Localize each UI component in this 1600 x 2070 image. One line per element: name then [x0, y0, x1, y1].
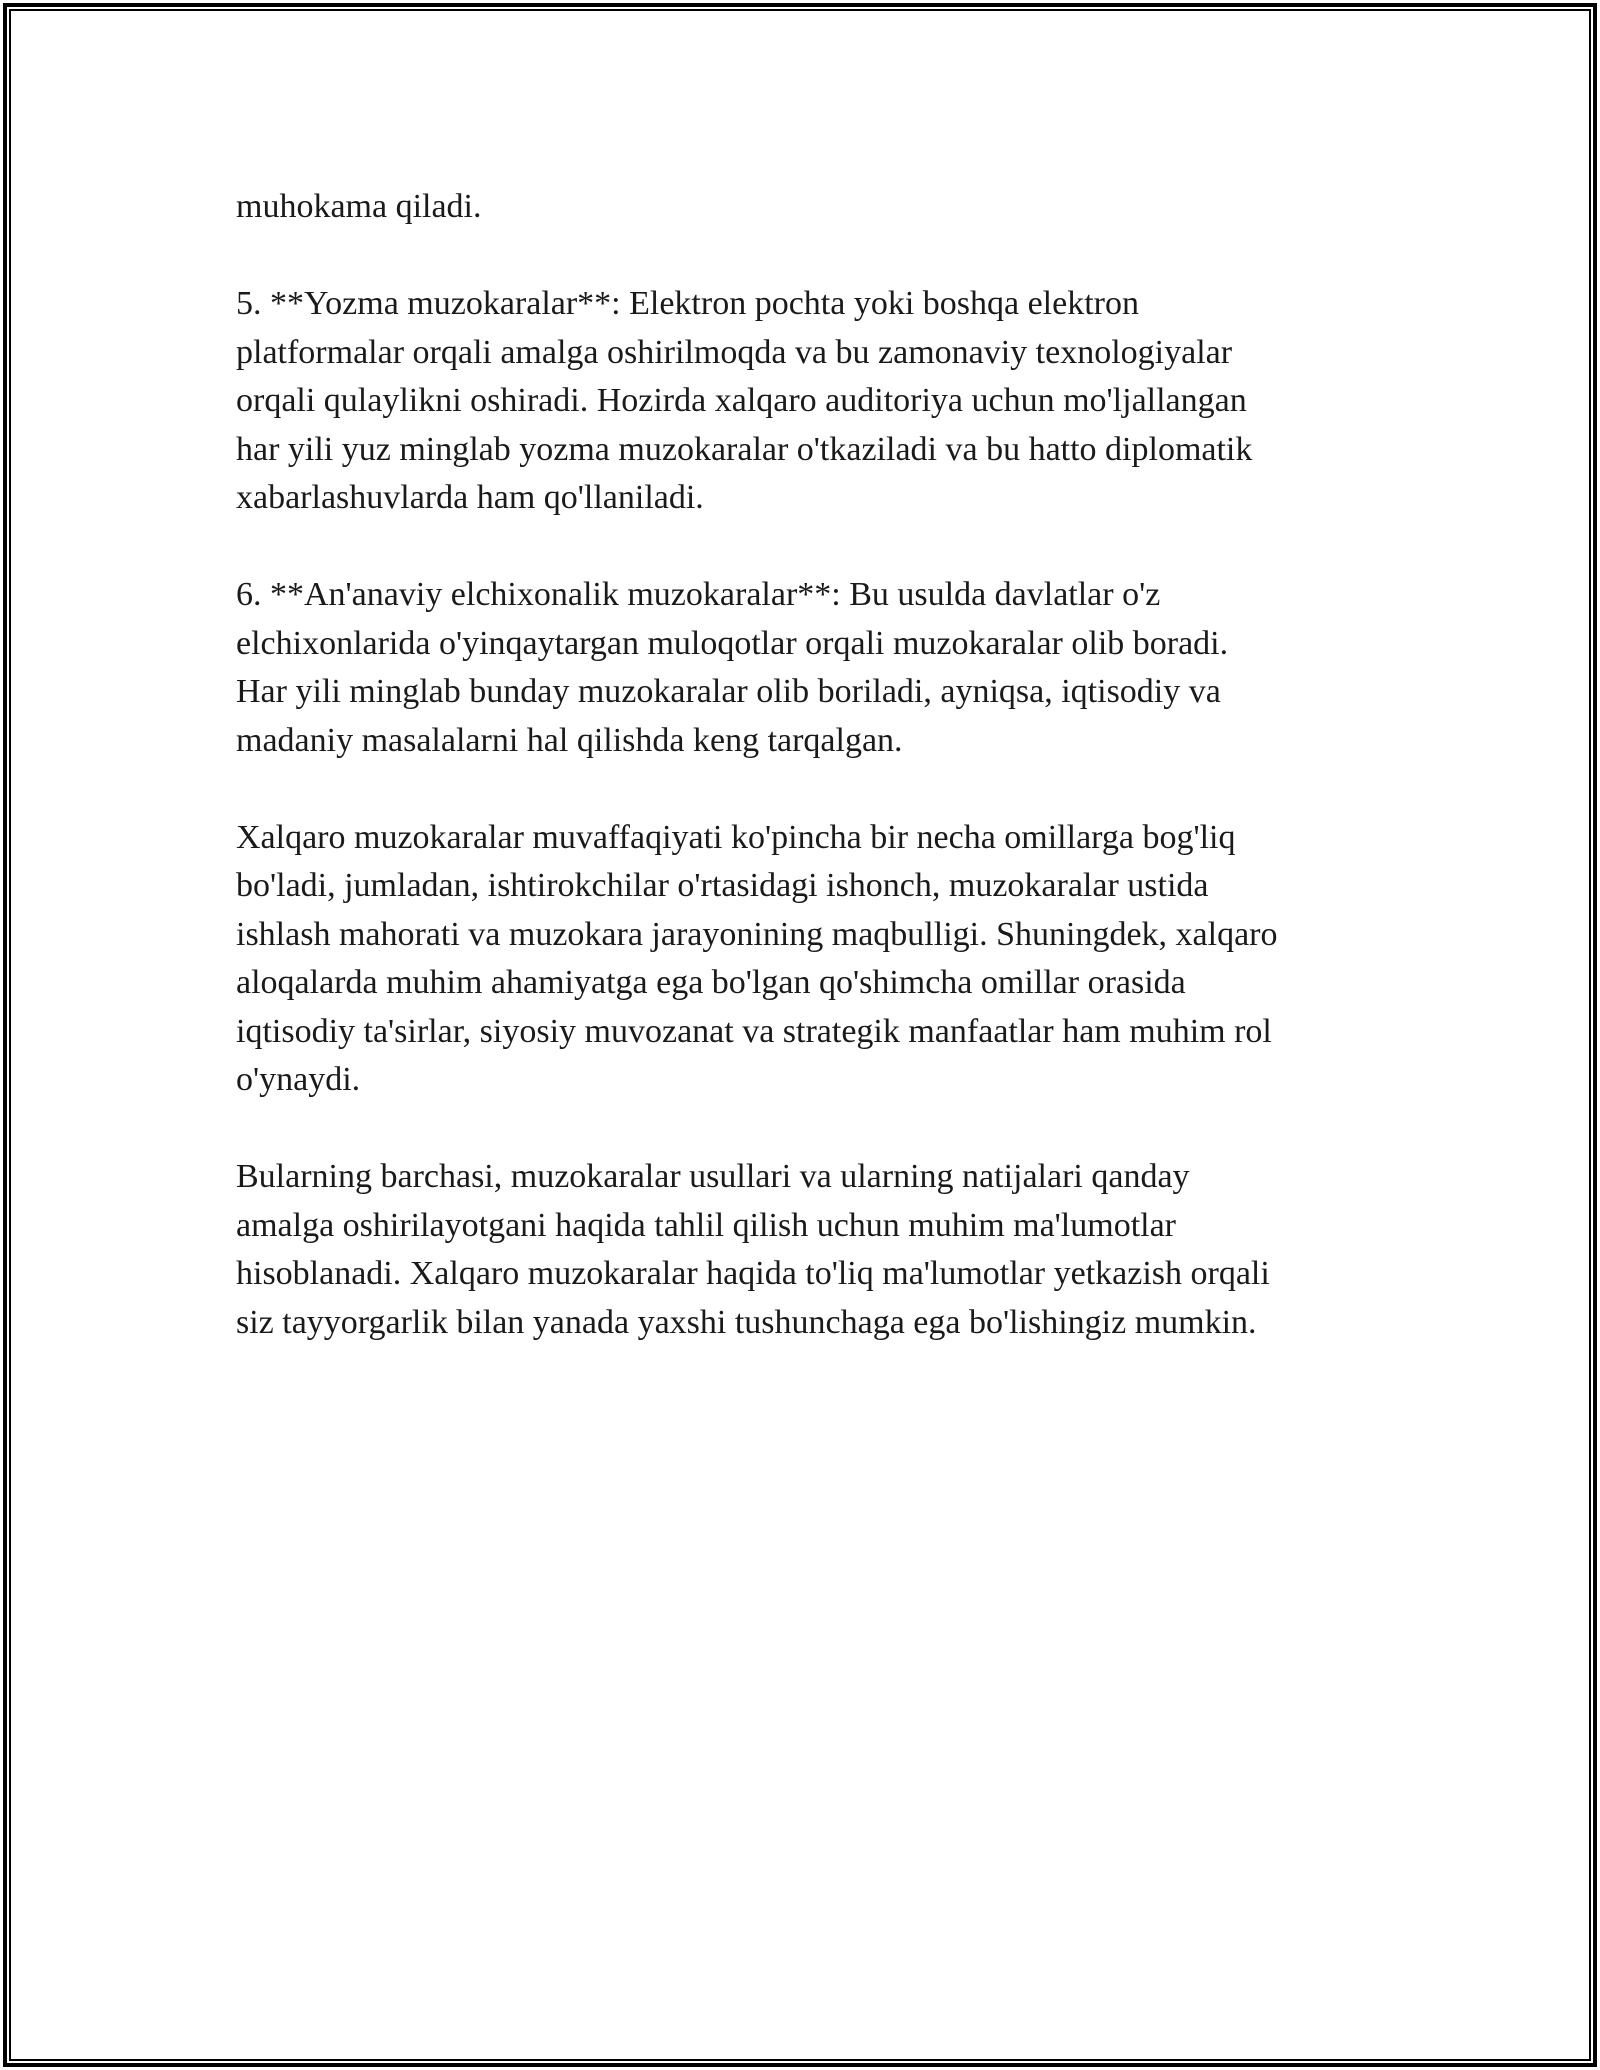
paragraph-conclusion: Bularning barchasi, muzokaralar usullari va ularning natijalari qanday amalga oshirilayotgani haqida tahlil qilish uchun muhim ma'lumotlar hisoblanadi. Xalqaro muzokaralar haqida to'liq ma'lumotlar yetkazish orqali siz tayyorgarlik bilan yanada yaxshi tushunchaga ega bo'lishingiz mumkin. [236, 1158, 1270, 1341]
paragraph-success-factors: Xalqaro muzokaralar muvaffaqiyati ko'pincha bir necha omillarga bog'liq bo'ladi, jumladan, ishtirokchilar o'rtasidagi ishonch, muzokaralar ustida ishlash mahorati va muzokara jarayonining maqbulligi. Shuningdek, xalqaro aloqalarda muhim ahamiyatga ega bo'lgan qo'shimcha omillar orasida iqtisodiy ta'sirlar, siyosiy muvozanat va strategik manfaatlar ham muhim rol o'ynaydi. [236, 818, 1278, 1098]
document-body [236, 183, 1366, 1396]
paragraph-embassy-negotiations: 6. **An'anaviy elchixonalik muzokaralar**: Bu usulda davlatlar o'z elchixonlarida o'yinqaytargan muloqotlar orqali muzokaralar olib boradi. Har yili minglab bunday muzokaralar olib boriladi, ayniqsa, iqtisodiy va madaniy masalalarni hal qilishda keng tarqalgan. [236, 576, 1229, 759]
paragraph-written-negotiations: 5. **Yozma muzokaralar**: Elektron pochta yoki boshqa elektron platformalar orqali amalga oshirilmoqda va bu zamonaviy texnologiyalar orqali qulaylikni oshiradi. Hozirda xalqaro auditoriya uchun mo'ljallangan har yili yuz minglab yozma muzokaralar o'tkaziladi va bu hatto diplomatik xabarlashuvlarda ham qo'llaniladi. [236, 285, 1253, 516]
paragraph-continuation: muhokama qiladi. [236, 188, 482, 225]
